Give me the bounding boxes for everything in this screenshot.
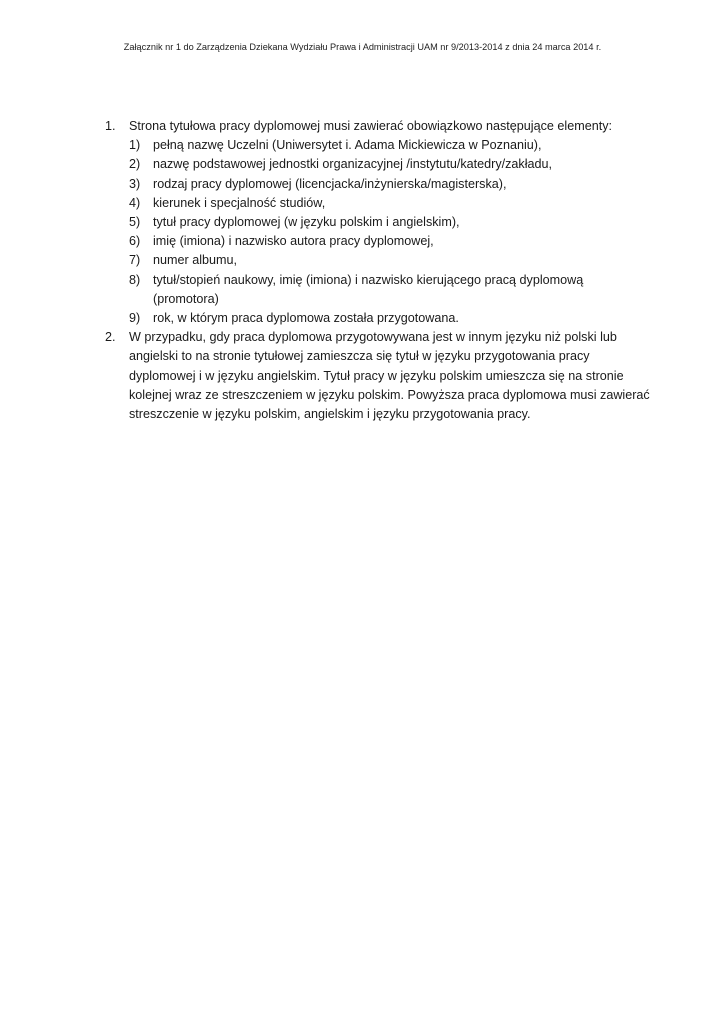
sub-list-item-text: kierunek i specjalność studiów,: [153, 195, 326, 210]
sub-list-item-number: 5): [129, 215, 141, 230]
sub-list-item: [129, 194, 650, 213]
sub-list-item-number: 2): [129, 157, 141, 172]
sub-list-item-text: tytuł/stopień naukowy, imię (imiona) i nazwisko kierującego pracą dyplomową (promotora): [153, 272, 584, 306]
list-item-text: W przypadku, gdy praca dyplomowa przygotowywana jest w innym języku niż polski lub angielski to na stronie tytułowej zamieszcza się tytuł w języku przygotowania pracy dyplomowej i w języku angielskim. Tytuł pracy w języku polskim umieszcza się na stronie kolejnej wraz ze streszczeniem w języku polskim. Powyższa praca dyplomowa musi zawierać streszczenie w języku polskim, angielskim i języku przygotowania pracy.: [129, 330, 650, 422]
list-item: [105, 117, 650, 328]
sub-list-item-text: rok, w którym praca dyplomowa została przygotowana.: [153, 311, 459, 326]
document-body: [105, 117, 650, 424]
sub-list-item-number: 3): [129, 176, 141, 191]
sub-list-item-text: numer albumu,: [153, 253, 237, 268]
sub-list-item-text: rodzaj pracy dyplomowej (licencjacka/inżynierska/magisterska),: [153, 176, 507, 191]
sub-list-item: [129, 175, 650, 194]
sub-list-item-text: pełną nazwę Uczelni (Uniwersytet i. Adama Mickiewicza w Poznaniu),: [153, 138, 542, 153]
sub-list-item: [129, 271, 650, 309]
sub-list-item: [129, 213, 650, 232]
sub-list-item-text: tytuł pracy dyplomowej (w języku polskim i angielskim),: [153, 215, 460, 230]
sub-list-item-text: imię (imiona) i nazwisko autora pracy dyplomowej,: [153, 234, 434, 249]
sub-list-item: [129, 136, 650, 155]
list-item-number: 1.: [105, 119, 116, 133]
sub-list-item-number: 9): [129, 311, 141, 326]
list-item-number: 2.: [105, 330, 116, 345]
sub-list-item: [129, 251, 650, 270]
page-header: Załącznik nr 1 do Zarządzenia Dziekana Wydziału Prawa i Administracji UAM nr 9/2013-2014 z dnia 24 marca 2014 r.: [123, 42, 602, 52]
sub-list-item-number: 1): [129, 138, 141, 153]
sub-list-item-number: 8): [129, 272, 141, 287]
sub-list-item: [129, 232, 650, 251]
sub-list-item: [129, 309, 650, 328]
sub-list-item: [129, 155, 650, 174]
sub-list-item-number: 7): [129, 253, 141, 268]
list-item-text: Strona tytułowa pracy dyplomowej musi zawierać obowiązkowo następujące elementy:: [129, 119, 612, 133]
list-item: [105, 328, 650, 424]
sub-list-item-number: 4): [129, 195, 141, 210]
sub-list-item-text: nazwę podstawowej jednostki organizacyjnej /instytutu/katedry/zakładu,: [153, 157, 553, 172]
sub-list-item-number: 6): [129, 234, 141, 249]
